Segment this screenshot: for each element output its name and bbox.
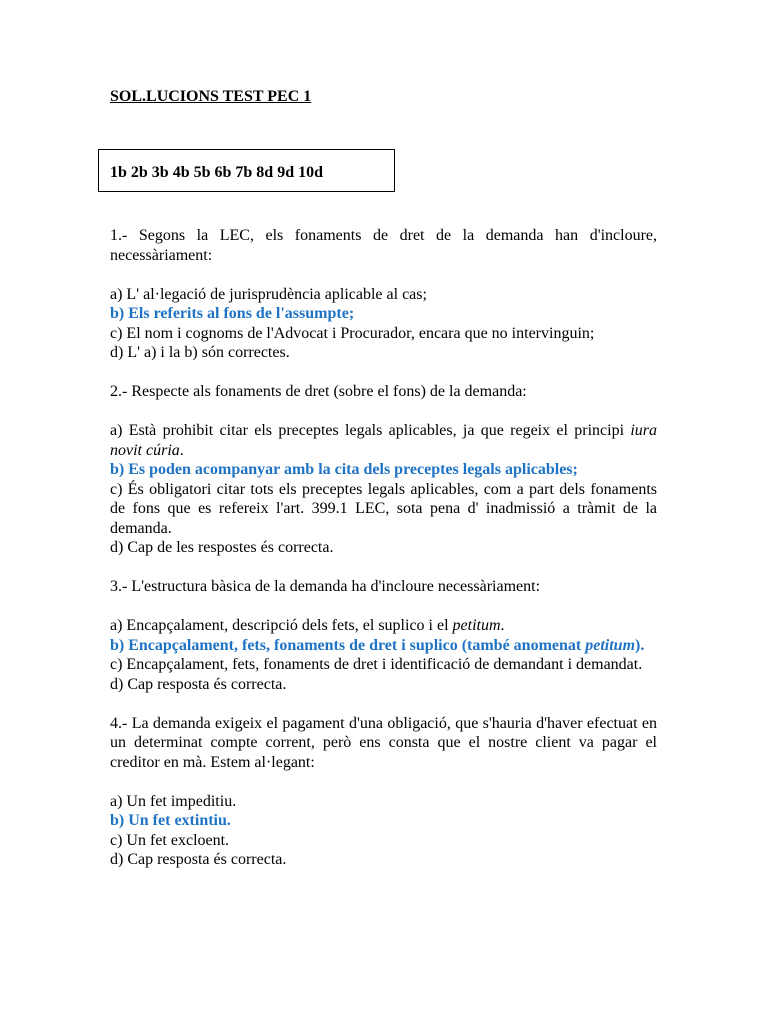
q4-option-a: a) Un fet impeditiu. — [110, 792, 237, 810]
q3-option-d: d) Cap resposta és correcta. — [110, 675, 287, 693]
q2-option-c: c) És obligatori citar tots els preceptes legals aplicables, com a part dels fonaments de fons que es refereix l'art. 399.1 LEC, sota pena d' inadmissió a tràmit de la demanda. — [110, 480, 657, 537]
page-title: SOL.LUCIONS TEST PEC 1 — [110, 88, 312, 105]
q2-option-a-end: . — [179, 441, 184, 459]
q3-option-a-text: a) Encapçalament, descripció dels fets, el suplico i el — [110, 617, 453, 634]
q3-option-b-latin: petitum — [585, 636, 636, 654]
q4-option-b-correct: b) Un fet extintiu. — [110, 812, 231, 829]
q4-option-c: c) Un fet excloent. — [110, 831, 230, 849]
q3-option-b-correct — [110, 636, 657, 656]
q3-option-a-end: . — [500, 617, 505, 634]
q3-option-b-end: ). — [635, 636, 645, 654]
q2-option-d: d) Cap de les respostes és correcta. — [110, 539, 334, 556]
q1-option-c: c) El nom i cognoms de l'Advocat i Procurador, encara que no intervinguin; — [110, 324, 595, 342]
q2-option-a — [110, 421, 657, 460]
q1-option-b-correct: b) Els referits al fons de l'assumpte; — [110, 305, 355, 322]
questions-section — [110, 226, 657, 870]
question-4-text: 4.- La demanda exigeix el pagament d'una obligació, que s'hauria d'haver efectuat en un determinat compte corrent, però ens consta que el nostre client va pagar el creditor en mà. Estem al·legant: — [110, 714, 657, 771]
q2-option-a-latin: iura novit cúria — [110, 422, 657, 459]
q3-option-a-latin: petitum — [452, 617, 501, 634]
question-3-text: 3.- L'estructura bàsica de la demanda ha d'incloure necessàriament: — [110, 578, 541, 595]
q1-option-a: a) L' al·legació de jurisprudència aplicable al cas; — [110, 285, 427, 303]
q2-option-a-text: a) Està prohibit citar els preceptes legals aplicables, ja que regeix el principi — [110, 422, 631, 439]
q4-option-d: d) Cap resposta és correcta. — [110, 851, 287, 868]
q1-option-d: d) L' a) i la b) són correctes. — [110, 344, 290, 361]
q3-option-b-text: b) Encapçalament, fets, fonaments de dret i suplico (també anomenat — [110, 636, 586, 654]
q3-option-c: c) Encapçalament, fets, fonaments de dret i identificació de demandant i demandat. — [110, 656, 643, 673]
q3-option-a — [110, 616, 657, 636]
question-2-text: 2.- Respecte als fonaments de dret (sobre el fons) de la demanda: — [110, 383, 527, 400]
question-1-text: 1.- Segons la LEC, els fonaments de dret de la demanda han d'incloure, necessàriament: — [110, 227, 657, 264]
q2-option-b-correct: b) Es poden acompanyar amb la cita dels preceptes legals aplicables; — [110, 461, 578, 478]
answer-key-box: 1b 2b 3b 4b 5b 6b 7b 8d 9d 10d — [98, 149, 395, 192]
